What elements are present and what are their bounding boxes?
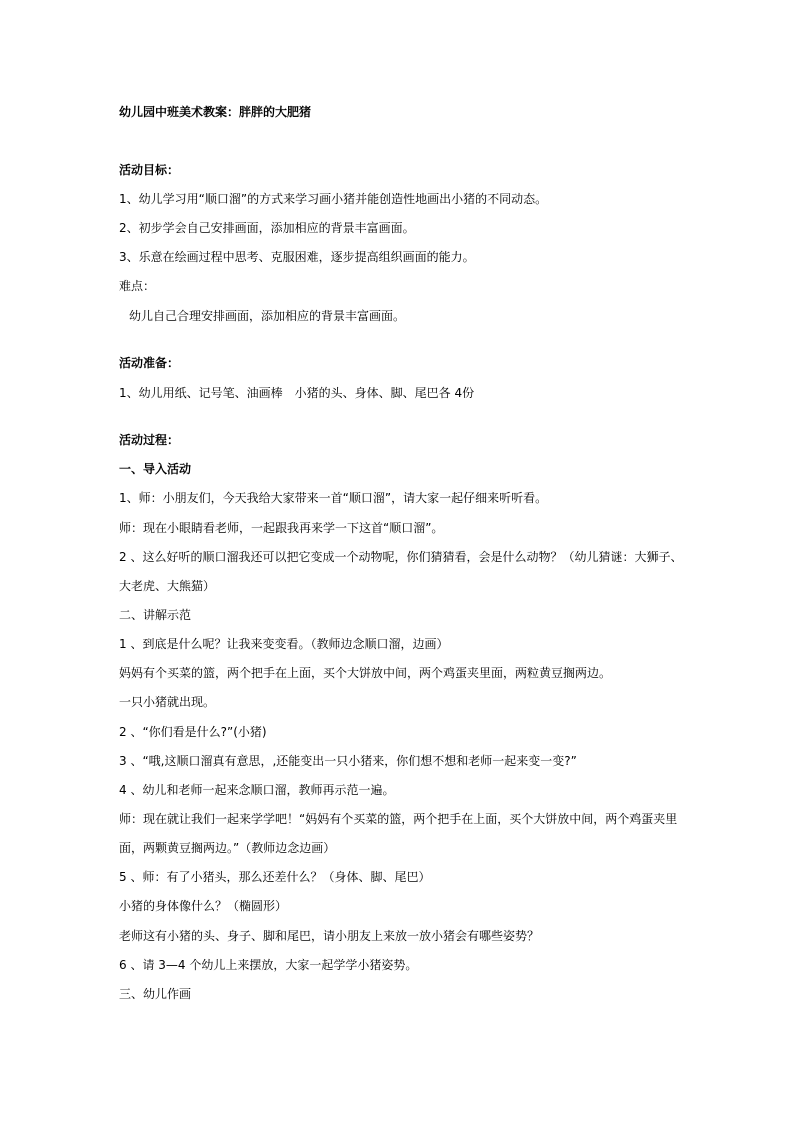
paragraph-line: 2 、这么好听的顺口溜我还可以把它变成一个动物呢，你们猜猜看，会是什么动物？（幼儿猜谜：大狮子、	[119, 550, 683, 564]
section-heading: 一、导入活动	[119, 462, 192, 476]
section-heading: 三、幼儿作画	[119, 987, 192, 1001]
paragraph-line: 老师这有小猪的头、身子、脚和尾巴，请小朋友上来放一放小猪会有哪些姿势？	[119, 929, 540, 943]
paragraph-line: 面，两颗黄豆搁两边。”（教师边念边画）	[119, 841, 336, 855]
paragraph-line: 师：现在就让我们一起来学学吧！“妈妈有个买菜的篮，两个把手在上面，买个大饼放中间，两个鸡蛋夹里	[119, 812, 678, 826]
difficulty-label: 难点：	[119, 279, 156, 293]
goal-item: 2、初步学会自己安排画面，添加相应的背景丰富画面。	[119, 221, 415, 235]
goal-item: 3、乐意在绘画过程中思考、克服困难，逐步提高组织画面的能力。	[119, 250, 475, 264]
goal-item: 1、幼儿学习用“顺口溜”的方式来学习画小猪并能创造性地画出小猪的不同动态。	[119, 192, 548, 206]
goals-heading: 活动目标：	[119, 163, 180, 177]
difficulty-text: 幼儿自己合理安排画面，添加相应的背景丰富画面。	[129, 309, 406, 323]
prep-text: 1、幼儿用纸、记号笔、油画棒 小猪的头、身体、脚、尾巴各 4份	[119, 386, 475, 400]
paragraph-line: 4 、幼儿和老师一起来念顺口溜，教师再示范一遍。	[119, 783, 395, 797]
paragraph-line: 6 、请 3—4 个幼儿上来摆放，大家一起学学小猪姿势。	[119, 958, 418, 972]
paragraph-line: 小猪的身体像什么？（椭圆形）	[119, 899, 288, 913]
paragraph-line: 师：现在小眼睛看老师，一起跟我再来学一下这首“顺口溜”。	[119, 521, 444, 535]
prep-heading: 活动准备：	[119, 356, 180, 370]
paragraph-line: 2 、“你们看是什么?”(小猪)	[119, 725, 267, 739]
paragraph-line: 1、师：小朋友们，今天我给大家带来一首“顺口溜”，请大家一起仔细来听听看。	[119, 491, 548, 505]
process-heading: 活动过程：	[119, 433, 180, 447]
section-heading: 二、讲解示范	[119, 608, 192, 622]
paragraph-line: 一只小猪就出现。	[119, 695, 216, 709]
paragraph-line: 1 、到底是什么呢？让我来变变看。（教师边念顺口溜，边画）	[119, 637, 449, 651]
paragraph-line: 大老虎、大熊猫）	[119, 579, 216, 593]
paragraph-line: 5 、师：有了小猪头，那么还差什么？（身体、脚、尾巴）	[119, 870, 431, 884]
document-title: 幼儿园中班美术教案：胖胖的大肥猪	[119, 105, 312, 119]
paragraph-line: 妈妈有个买菜的篮，两个把手在上面，买个大饼放中间，两个鸡蛋夹里面，两粒黄豆搁两边。	[119, 666, 612, 680]
paragraph-line: 3 、“哦,这顺口溜真有意思，,还能变出一只小猪来，你们想不想和老师一起来变一变?”	[119, 754, 577, 768]
